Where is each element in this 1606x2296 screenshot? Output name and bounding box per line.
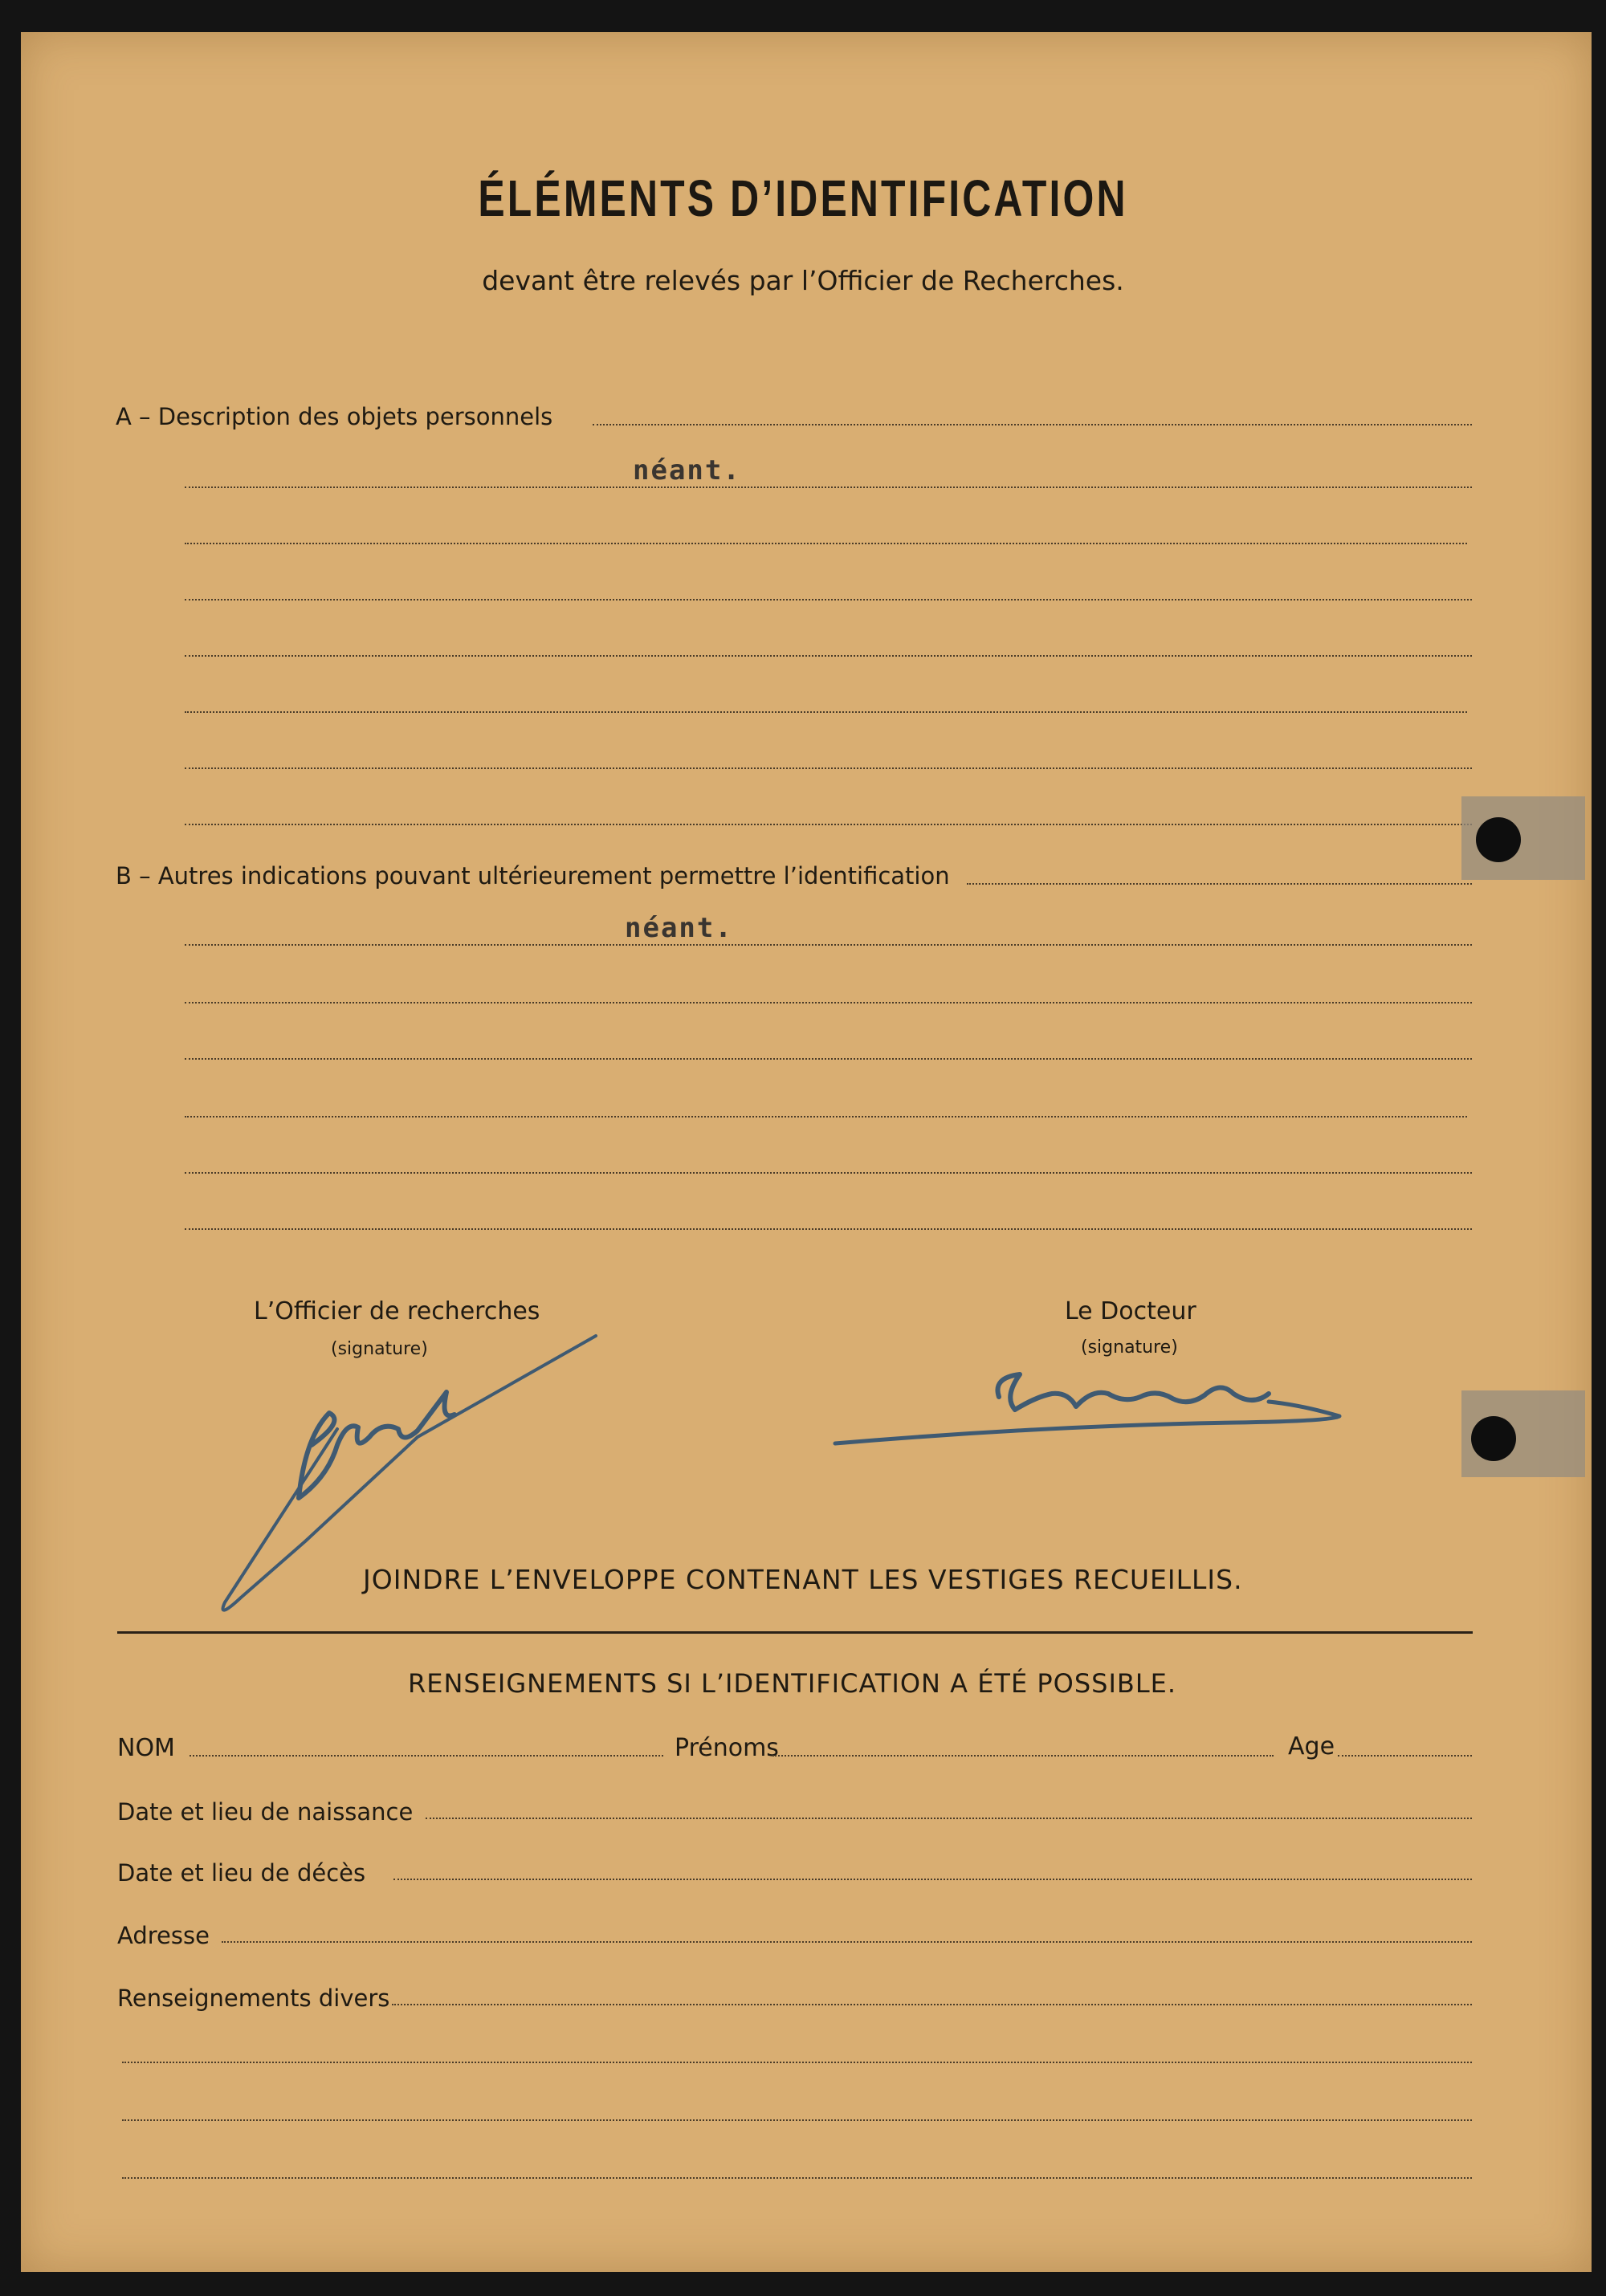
section-b-label: B – Autres indications pouvant ultérieurement permettre l’identification (116, 862, 950, 889)
age-label: Age (1288, 1732, 1335, 1761)
officer-sub: (signature) (331, 1339, 428, 1359)
divers-line (122, 2062, 1472, 2063)
divers-line (122, 2119, 1472, 2121)
age-field (1338, 1755, 1472, 1757)
divers-field (392, 2004, 1472, 2005)
naissance-field (426, 1818, 1472, 1819)
page-title: ÉLÉMENTS D’IDENTIFICATION (478, 169, 1128, 227)
nom-field (190, 1755, 663, 1757)
page-subtitle: devant être relevés par l’Officier de Recherches. (482, 265, 1124, 296)
divers-line (122, 2177, 1472, 2179)
naissance-label: Date et lieu de naissance (117, 1798, 414, 1826)
officer-label: L’Officier de recherches (254, 1297, 540, 1325)
adresse-field (222, 1941, 1472, 1943)
section-a-label: A – Description des objets personnels (116, 403, 553, 430)
deces-label: Date et lieu de décès (117, 1859, 366, 1887)
doctor-label: Le Docteur (1065, 1297, 1196, 1325)
doctor-sub: (signature) (1081, 1337, 1178, 1358)
identification-heading: RENSEIGNEMENTS SI L’IDENTIFICATION A ÉTÉ POSSIBLE. (408, 1668, 1177, 1699)
prenoms-field (772, 1755, 1274, 1757)
deces-field (393, 1879, 1472, 1880)
section-b-value: néant. (625, 912, 733, 944)
envelope-note: JOINDRE L’ENVELOPPE CONTENANT LES VESTIGES RECUEILLIS. (363, 1564, 1243, 1595)
punch-hole (1471, 1416, 1516, 1461)
adresse-label: Adresse (117, 1922, 210, 1949)
divers-label: Renseignements divers (117, 1985, 390, 2012)
punch-hole (1476, 817, 1521, 862)
nom-label: NOM (117, 1734, 175, 1762)
section-a-value: néant. (633, 454, 741, 486)
doctor-signature (835, 1374, 1339, 1443)
prenoms-label: Prénoms (675, 1734, 779, 1762)
section-divider (117, 1631, 1473, 1634)
